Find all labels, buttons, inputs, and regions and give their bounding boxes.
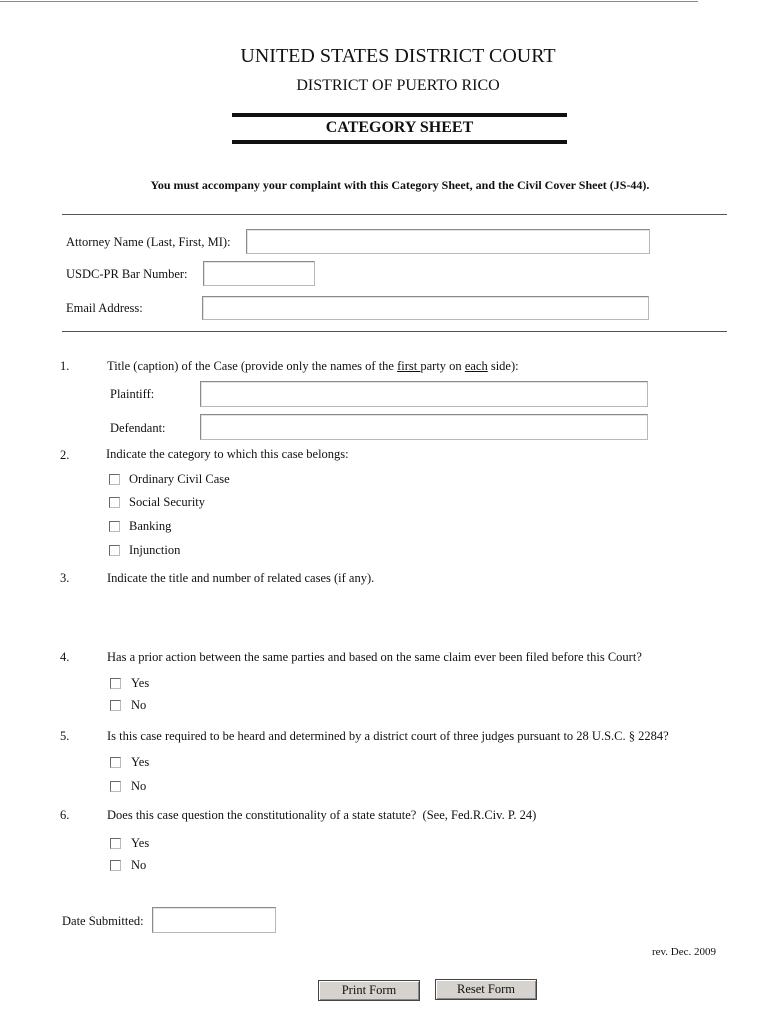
checkbox-injunction[interactable] bbox=[109, 545, 120, 556]
q1-text-each: each bbox=[464, 359, 488, 373]
option-banking: Banking bbox=[129, 519, 172, 533]
q4-option-no: No bbox=[131, 698, 147, 712]
defendant-input[interactable] bbox=[200, 414, 648, 440]
q1-text-b: party on bbox=[420, 359, 465, 373]
q1-text-first: first bbox=[397, 359, 421, 373]
q1-number: 1. bbox=[60, 359, 70, 373]
bar-number-input[interactable] bbox=[203, 261, 315, 286]
option-injunction: Injunction bbox=[129, 543, 181, 557]
checkbox-ordinary-civil-case[interactable] bbox=[109, 474, 120, 485]
q6-text: Does this case question the constitutionality of a state statute? (See, Fed.R.Civ. P. 24) bbox=[107, 808, 537, 822]
divider-top bbox=[62, 214, 727, 215]
email-label: Email Address: bbox=[66, 301, 143, 315]
q6-checkbox-no[interactable] bbox=[110, 860, 121, 871]
bar-number-label: USDC-PR Bar Number: bbox=[66, 267, 188, 281]
plaintiff-input[interactable] bbox=[200, 381, 648, 407]
sheet-title: CATEGORY SHEET bbox=[325, 119, 474, 136]
q4-number: 4. bbox=[60, 650, 70, 664]
q2-number: 2. bbox=[60, 448, 70, 462]
q1-text-a: Title (caption) of the Case (provide only the names of the bbox=[107, 359, 398, 373]
revision-note: rev. Dec. 2009 bbox=[651, 946, 716, 958]
q1-text-c: side): bbox=[487, 359, 519, 373]
q2-text: Indicate the category to which this case belongs: bbox=[106, 447, 349, 461]
q5-text: Is this case required to be heard and determined by a district court of three judges pursuant to 28 U.S.C. § 2284? bbox=[107, 729, 669, 743]
q4-checkbox-yes[interactable] bbox=[110, 678, 121, 689]
option-ordinary-civil-case: Ordinary Civil Case bbox=[129, 472, 230, 486]
q6-option-yes: Yes bbox=[131, 836, 150, 850]
print-form-button[interactable]: Print Form bbox=[318, 980, 420, 1001]
q4-option-yes: Yes bbox=[131, 676, 150, 690]
q5-number: 5. bbox=[60, 729, 70, 743]
q4-text: Has a prior action between the same parties and based on the same claim ever been filed before this Court? bbox=[107, 650, 642, 664]
q3-number: 3. bbox=[60, 571, 70, 585]
divider-bottom bbox=[62, 331, 727, 332]
defendant-label: Defendant: bbox=[110, 421, 166, 435]
option-social-security: Social Security bbox=[129, 495, 206, 509]
date-submitted-label: Date Submitted: bbox=[62, 914, 144, 928]
sheet-title-bottom-rule bbox=[232, 140, 567, 144]
attorney-name-input[interactable] bbox=[246, 229, 650, 254]
q1-text bbox=[107, 359, 519, 374]
q5-checkbox-no[interactable] bbox=[110, 781, 121, 792]
checkbox-banking[interactable] bbox=[109, 521, 120, 532]
q5-option-no: No bbox=[131, 779, 147, 793]
plaintiff-label: Plaintiff: bbox=[110, 387, 155, 401]
court-title: UNITED STATES DISTRICT COURT bbox=[240, 45, 556, 67]
attorney-name-label: Attorney Name (Last, First, MI): bbox=[66, 235, 231, 249]
date-submitted-input[interactable] bbox=[152, 907, 276, 933]
reset-form-button[interactable]: Reset Form bbox=[435, 979, 537, 1000]
q5-option-yes: Yes bbox=[131, 755, 150, 769]
q6-number: 6. bbox=[60, 808, 70, 822]
checkbox-social-security[interactable] bbox=[109, 497, 120, 508]
top-border-line bbox=[0, 1, 698, 2]
sheet-title-top-rule bbox=[232, 113, 567, 117]
q6-checkbox-yes[interactable] bbox=[110, 838, 121, 849]
email-input[interactable] bbox=[202, 296, 649, 320]
q4-checkbox-no[interactable] bbox=[110, 700, 121, 711]
district-title: DISTRICT OF PUERTO RICO bbox=[296, 77, 500, 94]
instruction-text: You must accompany your complaint with this Category Sheet, and the Civil Cover Sheet (JS-44). bbox=[150, 178, 650, 192]
q6-option-no: No bbox=[131, 858, 147, 872]
q3-text: Indicate the title and number of related cases (if any). bbox=[107, 571, 375, 585]
q5-checkbox-yes[interactable] bbox=[110, 757, 121, 768]
